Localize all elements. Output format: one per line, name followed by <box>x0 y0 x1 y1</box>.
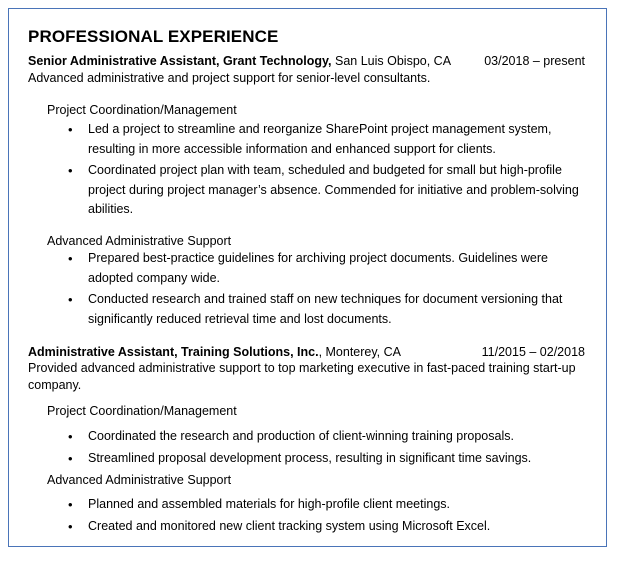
job-summary: Provided advanced administrative support to top marketing executive in fast-paced training start-up company. <box>28 361 576 392</box>
bullet-list <box>28 249 588 329</box>
bullet-list <box>28 427 588 468</box>
job-location: , Monterey, CA <box>318 345 401 359</box>
bullet-item: • Led a project to streamline and reorganize SharePoint project management system, resulting in more accessible information and enhanced support for clients. <box>28 120 588 159</box>
section-heading: PROFESSIONAL EXPERIENCE <box>28 27 279 46</box>
bullet-item: • Conducted research and trained staff on new techniques for document versioning that significantly reduced retrieval time and lost documents. <box>28 290 588 329</box>
bullet-list <box>28 120 588 220</box>
bullet-list <box>28 495 588 536</box>
responsibility-area-label: Project Coordination/Management <box>47 103 237 117</box>
job-title: Administrative Assistant, Training Solutions, Inc. <box>28 345 319 359</box>
bullet-item: • Prepared best-practice guidelines for archiving project documents. Guidelines were adopted company wide. <box>28 249 588 288</box>
job-location: San Luis Obispo, CA <box>331 54 452 68</box>
bullet-item: • Coordinated project plan with team, scheduled and budgeted for small but high-profile project during project manager’s absence. Commended for initiative and problem-solving abilities. <box>28 161 588 220</box>
responsibility-area-label: Advanced Administrative Support <box>47 473 232 487</box>
job-summary: Advanced administrative and project support for senior-level consultants. <box>28 71 431 85</box>
job-dates: 03/2018 – present <box>484 54 585 68</box>
resume-section-frame <box>8 8 607 547</box>
bullet-item: • Created and monitored new client tracking system using Microsoft Excel. <box>28 517 588 537</box>
responsibility-area-label: Project Coordination/Management <box>47 404 237 418</box>
bullet-item: • Streamlined proposal development process, resulting in significant time savings. <box>28 449 588 469</box>
responsibility-area-label: Advanced Administrative Support <box>47 234 232 248</box>
job-dates: 11/2015 – 02/2018 <box>481 345 585 359</box>
bullet-item: • Coordinated the research and production of client-winning training proposals. <box>28 427 588 447</box>
bullet-item: • Planned and assembled materials for high-profile client meetings. <box>28 495 588 515</box>
job-title: Senior Administrative Assistant, Grant Technology, <box>28 54 332 68</box>
job-header <box>28 54 593 68</box>
job-header <box>28 345 593 359</box>
